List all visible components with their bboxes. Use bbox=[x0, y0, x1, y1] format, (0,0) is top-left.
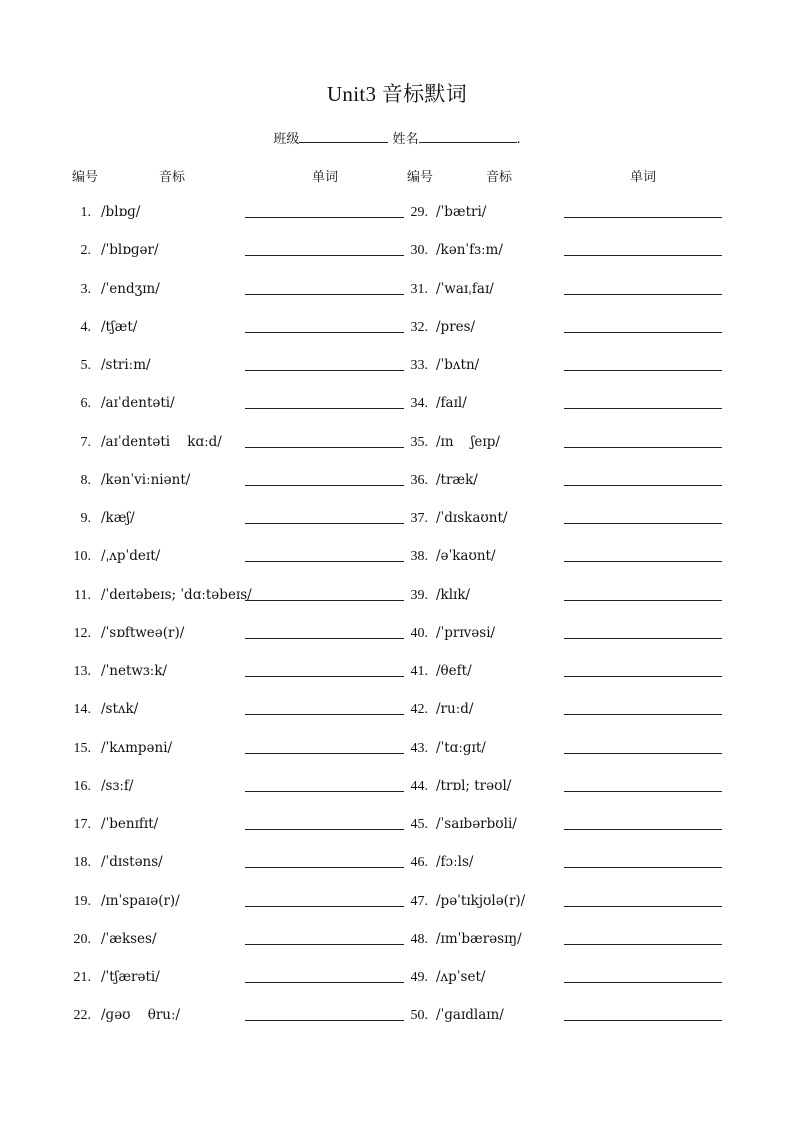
list-item bbox=[65, 429, 410, 467]
answer-blank[interactable] bbox=[245, 906, 404, 907]
item-number: 8. bbox=[80, 472, 91, 488]
item-number: 45. bbox=[410, 817, 428, 832]
list-item bbox=[400, 543, 730, 581]
answer-blank[interactable] bbox=[564, 447, 722, 448]
answer-blank[interactable] bbox=[564, 867, 722, 868]
name-blank[interactable] bbox=[419, 130, 517, 143]
phonetic-transcription: /əˈkaʊnt/ bbox=[436, 548, 496, 565]
name-suffix: . bbox=[516, 132, 521, 147]
item-number: 36. bbox=[410, 472, 428, 488]
answer-blank[interactable] bbox=[564, 944, 722, 945]
list-item bbox=[65, 926, 410, 964]
header-num-left: 编号 bbox=[72, 170, 99, 185]
item-number: 5. bbox=[80, 358, 91, 373]
item-number: 34. bbox=[410, 396, 428, 412]
item-number: 22. bbox=[73, 1008, 91, 1024]
phonetic-transcription: /ˈendʒɪn/ bbox=[101, 280, 160, 297]
phonetic-transcription: /fɔːls/ bbox=[436, 854, 474, 871]
phonetic-transcription: /ˈprɪvəsi/ bbox=[436, 624, 496, 641]
item-number: 15. bbox=[73, 740, 91, 756]
answer-blank[interactable] bbox=[564, 1020, 722, 1021]
answer-blank[interactable] bbox=[564, 676, 722, 677]
phonetic-transcription: /ɪn ʃeɪp/ bbox=[436, 433, 500, 450]
item-number: 48. bbox=[410, 931, 428, 947]
phonetic-transcription: /ˈækses/ bbox=[101, 930, 157, 947]
phonetic-transcription: /ˈtɑːɡɪt/ bbox=[436, 739, 486, 756]
header-num-right: 编号 bbox=[407, 170, 434, 185]
list-item bbox=[65, 888, 410, 926]
list-item bbox=[400, 811, 730, 849]
phonetic-transcription: /ruːd/ bbox=[436, 701, 474, 718]
phonetic-transcription: /ˈbætri/ bbox=[436, 204, 487, 220]
answer-blank[interactable] bbox=[564, 638, 722, 639]
right-column bbox=[400, 199, 730, 1041]
answer-blank[interactable] bbox=[245, 982, 404, 983]
list-item bbox=[400, 620, 730, 658]
list-item bbox=[400, 429, 730, 467]
item-number: 16. bbox=[73, 778, 91, 794]
answer-blank[interactable] bbox=[564, 829, 722, 830]
phonetic-transcription: /ˈkʌmpəni/ bbox=[101, 739, 173, 756]
answer-blank[interactable] bbox=[564, 255, 722, 256]
item-number: 31. bbox=[410, 281, 428, 297]
item-number: 50. bbox=[410, 1008, 428, 1024]
list-item bbox=[400, 199, 730, 237]
header-ipa-right: 音标 bbox=[486, 170, 513, 185]
phonetic-transcription: /ˌʌpˈdeɪt/ bbox=[101, 548, 161, 565]
list-item bbox=[65, 620, 410, 658]
item-number: 2. bbox=[80, 243, 91, 259]
answer-blank[interactable] bbox=[245, 676, 404, 677]
list-item bbox=[400, 505, 730, 543]
item-number: 18. bbox=[73, 855, 91, 871]
list-item bbox=[65, 543, 410, 581]
item-number: 32. bbox=[410, 319, 428, 335]
answer-blank[interactable] bbox=[564, 332, 722, 333]
list-item bbox=[65, 467, 410, 505]
list-item bbox=[400, 390, 730, 428]
item-number: 13. bbox=[73, 664, 91, 679]
phonetic-transcription: /pəˈtɪkjʊlə(r)/ bbox=[436, 892, 526, 909]
list-item bbox=[65, 199, 410, 237]
answer-blank[interactable] bbox=[245, 600, 404, 601]
phonetic-transcription: /faɪl/ bbox=[436, 395, 467, 412]
list-item bbox=[400, 352, 730, 390]
list-item bbox=[400, 888, 730, 926]
item-number: 12. bbox=[73, 625, 91, 641]
list-item bbox=[65, 352, 410, 390]
phonetic-transcription: /ˈwaɪˌfaɪ/ bbox=[436, 280, 494, 297]
answer-blank[interactable] bbox=[564, 408, 722, 409]
item-number: 11. bbox=[74, 587, 91, 603]
list-item bbox=[65, 505, 410, 543]
item-number: 41. bbox=[410, 664, 428, 679]
answer-blank[interactable] bbox=[245, 370, 404, 371]
answer-blank[interactable] bbox=[564, 906, 722, 907]
phonetic-transcription: /striːm/ bbox=[101, 357, 151, 373]
list-item bbox=[65, 964, 410, 1002]
phonetic-transcription: /aɪˈdentəti/ bbox=[101, 395, 175, 412]
phonetic-transcription: /ˈblɒɡər/ bbox=[101, 242, 159, 259]
list-item bbox=[65, 849, 410, 887]
header-word-right: 单词 bbox=[630, 170, 657, 185]
answer-blank[interactable] bbox=[564, 600, 722, 601]
list-item bbox=[65, 582, 410, 620]
item-number: 10. bbox=[73, 549, 91, 565]
phonetic-transcription: /stʌk/ bbox=[101, 701, 139, 718]
list-item bbox=[400, 582, 730, 620]
item-number: 29. bbox=[410, 205, 428, 220]
answer-blank[interactable] bbox=[564, 523, 722, 524]
answer-blank[interactable] bbox=[245, 1020, 404, 1021]
name-label: 姓名 bbox=[392, 132, 419, 147]
phonetic-transcription: /ˈsɒftweə(r)/ bbox=[101, 624, 185, 641]
item-number: 44. bbox=[410, 778, 428, 794]
item-number: 7. bbox=[80, 434, 91, 450]
phonetic-transcription: /ʌpˈset/ bbox=[436, 969, 486, 985]
phonetic-transcription: /ɡəʊ θruː/ bbox=[101, 1007, 181, 1024]
answer-blank[interactable] bbox=[245, 523, 404, 524]
list-item bbox=[65, 390, 410, 428]
item-number: 43. bbox=[410, 740, 428, 756]
answer-blank[interactable] bbox=[564, 714, 722, 715]
header-word-left: 单词 bbox=[312, 170, 339, 185]
item-number: 14. bbox=[73, 702, 91, 718]
item-number: 42. bbox=[410, 702, 428, 718]
header-ipa-left: 音标 bbox=[159, 170, 186, 185]
class-label: 班级 bbox=[273, 132, 300, 147]
answer-blank[interactable] bbox=[245, 561, 404, 562]
list-item bbox=[400, 314, 730, 352]
list-item bbox=[65, 735, 410, 773]
phonetic-transcription: /kənˈviːniənt/ bbox=[101, 471, 191, 488]
phonetic-transcription: /ˈdeɪtəbeɪs; ˈdɑːtəbeɪs/ bbox=[101, 586, 252, 603]
student-info-line bbox=[0, 128, 794, 147]
phonetic-transcription: /ˈdɪskaʊnt/ bbox=[436, 510, 508, 526]
item-number: 35. bbox=[410, 434, 428, 450]
answer-blank[interactable] bbox=[245, 829, 404, 830]
phonetic-transcription: /klɪk/ bbox=[436, 586, 471, 603]
answer-blank[interactable] bbox=[564, 791, 722, 792]
answer-blank[interactable] bbox=[245, 867, 404, 868]
item-number: 1. bbox=[80, 205, 91, 220]
list-item bbox=[65, 276, 410, 314]
answer-blank[interactable] bbox=[245, 791, 404, 792]
item-number: 33. bbox=[410, 358, 428, 373]
item-number: 21. bbox=[73, 970, 91, 985]
phonetic-transcription: /ˈɡaɪdlaɪn/ bbox=[436, 1007, 504, 1024]
list-item bbox=[65, 1002, 410, 1040]
answer-blank[interactable] bbox=[245, 408, 404, 409]
phonetic-transcription: /θeft/ bbox=[436, 663, 472, 679]
list-item bbox=[400, 926, 730, 964]
answer-blank[interactable] bbox=[245, 294, 404, 295]
item-number: 6. bbox=[80, 396, 91, 412]
list-item bbox=[400, 964, 730, 1002]
item-number: 30. bbox=[410, 243, 428, 259]
answer-blank[interactable] bbox=[564, 217, 722, 218]
list-item bbox=[65, 811, 410, 849]
answer-blank[interactable] bbox=[564, 982, 722, 983]
answer-blank[interactable] bbox=[564, 753, 722, 754]
list-item bbox=[400, 849, 730, 887]
answer-blank[interactable] bbox=[564, 294, 722, 295]
answer-blank[interactable] bbox=[245, 753, 404, 754]
item-number: 49. bbox=[410, 970, 428, 985]
list-item bbox=[400, 735, 730, 773]
list-item bbox=[400, 658, 730, 696]
list-item bbox=[65, 696, 410, 734]
item-number: 37. bbox=[410, 511, 428, 526]
answer-blank[interactable] bbox=[245, 447, 404, 448]
phonetic-transcription: /kæʃ/ bbox=[101, 510, 135, 526]
list-item bbox=[400, 696, 730, 734]
answer-blank[interactable] bbox=[245, 944, 404, 945]
answer-blank[interactable] bbox=[245, 485, 404, 486]
phonetic-transcription: /ɪnˈspaɪə(r)/ bbox=[101, 892, 180, 909]
phonetic-transcription: /aɪˈdentəti kɑːd/ bbox=[101, 433, 222, 450]
phonetic-transcription: /ɪmˈbærəsɪŋ/ bbox=[436, 930, 522, 947]
phonetic-transcription: /ˈnetwɜːk/ bbox=[101, 663, 168, 679]
phonetic-transcription: /trɒl; trəʊl/ bbox=[436, 777, 512, 794]
item-number: 38. bbox=[410, 549, 428, 565]
list-item bbox=[400, 467, 730, 505]
item-number: 9. bbox=[80, 511, 91, 526]
item-number: 46. bbox=[410, 855, 428, 871]
phonetic-transcription: /blɒɡ/ bbox=[101, 204, 141, 220]
item-number: 17. bbox=[73, 817, 91, 832]
answer-blank[interactable] bbox=[564, 485, 722, 486]
phonetic-transcription: /ˈbenɪfɪt/ bbox=[101, 816, 159, 832]
item-number: 47. bbox=[410, 893, 428, 909]
list-item bbox=[65, 237, 410, 275]
list-item bbox=[400, 773, 730, 811]
class-blank[interactable] bbox=[299, 130, 388, 143]
phonetic-transcription: /sɜːf/ bbox=[101, 777, 134, 794]
answer-blank[interactable] bbox=[564, 370, 722, 371]
left-column bbox=[65, 199, 410, 1041]
phonetic-transcription: /tʃæt/ bbox=[101, 318, 138, 335]
phonetic-transcription: /pres/ bbox=[436, 318, 476, 335]
list-item bbox=[65, 773, 410, 811]
answer-blank[interactable] bbox=[245, 217, 404, 218]
phonetic-transcription: /kənˈfɜːm/ bbox=[436, 242, 503, 259]
answer-blank[interactable] bbox=[245, 255, 404, 256]
phonetic-transcription: /ˈbʌtn/ bbox=[436, 357, 480, 373]
phonetic-transcription: /træk/ bbox=[436, 471, 478, 488]
phonetic-transcription: /ˈdɪstəns/ bbox=[101, 854, 163, 871]
phonetic-transcription: /ˈsaɪbərbʊli/ bbox=[436, 816, 517, 832]
list-item bbox=[65, 314, 410, 352]
answer-blank[interactable] bbox=[245, 638, 404, 639]
item-number: 40. bbox=[410, 625, 428, 641]
item-number: 4. bbox=[80, 319, 91, 335]
item-number: 39. bbox=[410, 587, 428, 603]
answer-blank[interactable] bbox=[245, 714, 404, 715]
list-item bbox=[65, 658, 410, 696]
item-number: 20. bbox=[73, 931, 91, 947]
page-title: Unit3 音标默词 bbox=[326, 82, 468, 106]
answer-blank[interactable] bbox=[245, 332, 404, 333]
list-item bbox=[400, 1002, 730, 1040]
item-number: 19. bbox=[73, 893, 91, 909]
answer-blank[interactable] bbox=[564, 561, 722, 562]
list-item bbox=[400, 276, 730, 314]
phonetic-transcription: /ˈtʃærəti/ bbox=[101, 969, 160, 985]
list-item bbox=[400, 237, 730, 275]
item-number: 3. bbox=[80, 281, 91, 297]
